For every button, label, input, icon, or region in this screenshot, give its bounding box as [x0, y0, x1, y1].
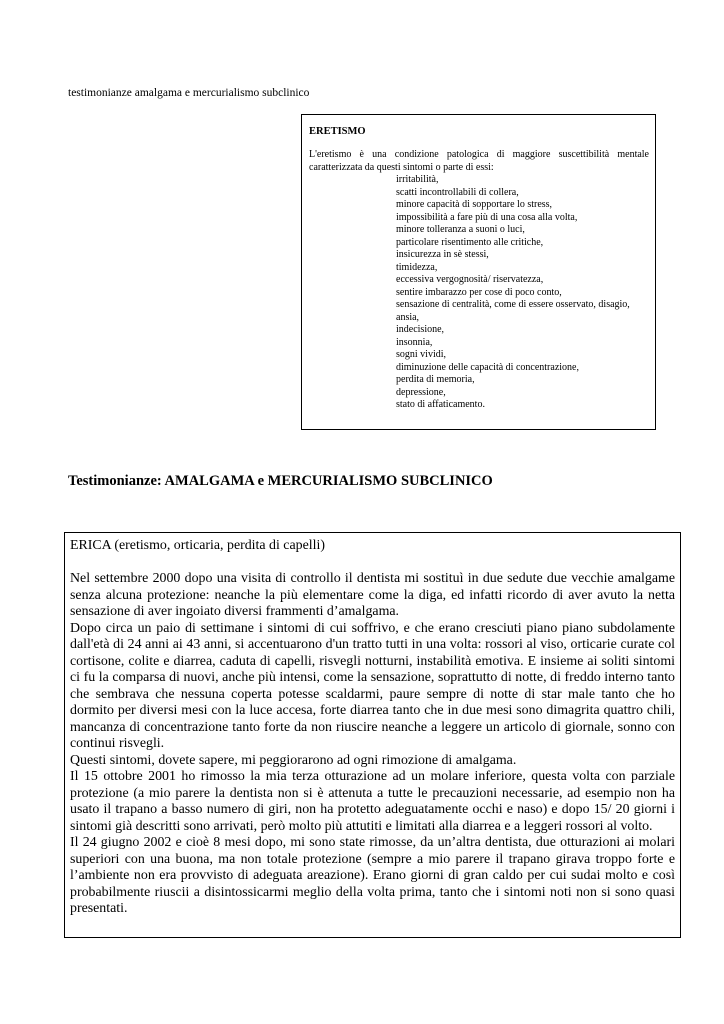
- symptom-item: sogni vividi,: [396, 349, 447, 360]
- symptom-item: insonnia,: [396, 336, 433, 348]
- eretismo-title: ERETISMO: [309, 126, 366, 137]
- symptom-item: irritabilità,: [396, 174, 439, 185]
- testimony-paragraph: Nel settembre 2000 dopo una visita di controllo il dentista mi sostituì in due sedute due vecchie amalgame senza alcuna protezione: neanche la più elementare come la diga, ed infatti ricordo di aver avuto la netta sensazione di aver ingoiato diversi frammenti d’amalgama.: [70, 571, 675, 619]
- symptom-item: perdita di memoria,: [396, 374, 475, 385]
- symptom-list: [309, 174, 649, 412]
- symptom-item: timidezza,: [396, 261, 438, 273]
- symptom-item: depressione,: [396, 386, 446, 398]
- testimony-box: [64, 532, 681, 938]
- running-header: testimonianze amalgama e mercurialismo subclinico: [68, 87, 310, 99]
- symptom-item: stato di affaticamento.: [396, 399, 485, 410]
- testimony-paragraph: Il 24 giugno 2002 e cioè 8 mesi dopo, mi sono state rimosse, da un’altra dentista, due otturazioni ai molari superiori con una buona, ma non totale protezione (sempre a mio parere il trapano girava troppo forte e l’ambiente non era provvisto di adeguata areazione). Erano giorni di gran caldo per cui sudai molto e così probabilmente riuscii a disintossicarmi meglio della volta prima, tanto che i sintomi noti non si sono quasi presentati.: [70, 835, 675, 916]
- symptom-item: eccessiva vergognosità/ riservatezza,: [396, 274, 544, 285]
- eretismo-box: [301, 114, 656, 430]
- testimony-paragraph: Dopo circa un paio di settimane i sintomi di cui soffrivo, e che erano cresciuti piano piano subdolamente dall'età di 24 anni ai 43 anni, si accentuarono d'un tratto tutti in una volta: rossori al viso, orticarie curate col cortisone, colite e diarrea, caduta di capelli, risvegli notturni, instabilità emotiva. E insieme ai soliti sintomi ci fu la comparsa di nuovi, anche più intensi, come la sensazione, soprattutto di notte, di freddo interno tanto che sembrava che nessuna coperta potesse scaldarmi, paure sempre di notte di star male tanto che ho dormito per diversi mesi con la luce accesa, forte diarrea tanto che in due mesi sono dimagrita quattro chili, mancanza di concentrazione tanto forte da non riuscire neanche a leggere un articolo di giornale, sonno con continui risvegli.: [70, 620, 675, 751]
- symptom-item: sentire imbarazzo per cose di poco conto,: [396, 286, 562, 298]
- testimony-paragraph: Questi sintomi, dovete sapere, mi peggiorarono ad ogni rimozione di amalgama.: [70, 752, 517, 768]
- symptom-item: impossibilità a fare più di una cosa alla volta,: [396, 211, 578, 223]
- symptom-item: scatti incontrollabili di collera,: [396, 186, 519, 198]
- symptom-item: insicurezza in sè stessi,: [396, 249, 489, 260]
- section-heading: Testimonianze: AMALGAMA e MERCURIALISMO SUBCLINICO: [68, 473, 493, 489]
- testimony-title: ERICA (eretismo, orticaria, perdita di capelli): [70, 538, 325, 553]
- symptom-item: minore tolleranza a suoni o luci,: [396, 224, 525, 235]
- symptom-item: minore capacità di sopportare lo stress,: [396, 199, 553, 210]
- symptom-item: sensazione di centralità, come di essere osservato, disagio, ansia,: [396, 299, 630, 323]
- symptom-item: particolare risentimento alle critiche,: [396, 236, 544, 248]
- symptom-item: diminuzione delle capacità di concentrazione,: [396, 361, 579, 373]
- symptom-item: indecisione,: [396, 324, 445, 335]
- eretismo-intro: L'eretismo è una condizione patologica di maggiore suscettibilità mentale caratterizzata da questi sintomi o parte di essi:: [309, 149, 649, 173]
- testimony-paragraph: Il 15 ottobre 2001 ho rimosso la mia terza otturazione ad un molare inferiore, questa volta con parziale protezione (a mio parere la dentista non si è attenuta a tutte le precauzioni necessarie, ad esempio non ha usato il trapano a basso numero di giri, non ha protetto adeguatamente occhi e naso) e dopo 15/ 20 giorni i sintomi già descritti sono arrivati, però molto più attutiti e limitati alla diarrea e a leggeri rossori al volto.: [70, 769, 675, 834]
